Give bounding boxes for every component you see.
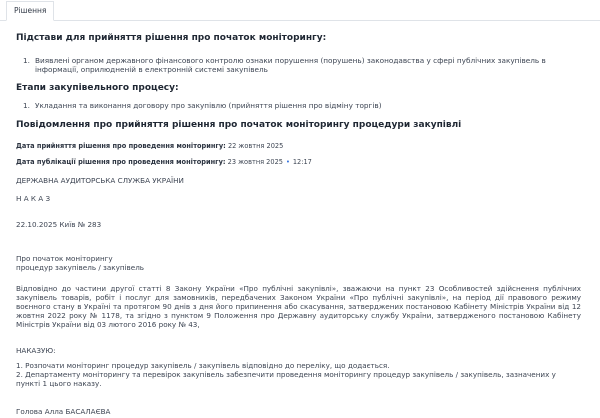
list-item-number: 1.: [23, 56, 30, 65]
document-body: Відповідно до частини другої статті 8 Закону України «Про публічні закупівлі», зважаючи на пункт 23 Особливостей здійснення публічних закупівель товарів, робіт і послуг для замовників, передбачених Законом України «Про публічні закупівлі», на період дії правового режиму воєнного стану в Україні та протягом 90 днів з дня його припинення або скасування, затверджених постановою Кабінету Міністрів України від 12 жовтня 2022 року № 1178, та згідно з пунктом 9 Положення про Державну аудиторську службу України, затвердженого постановою Кабінету Міністрів України від 03 лютого 2016 року № 43,: [16, 284, 581, 329]
tab-decisions[interactable]: Рішення: [6, 1, 54, 21]
decision-date-label: Дата прийняття рішення про проведення моніторингу:: [16, 142, 226, 150]
document-org: ДЕРЖАВНА АУДИТОРСЬКА СЛУЖБА УКРАЇНИ: [16, 176, 184, 185]
list-item-text: Укладання та виконання договору про закупівлю (прийняття рішення про відміну торгів): [35, 101, 382, 110]
publish-date-row: [16, 158, 312, 166]
document-signature: Голова Алла БАСАЛАЄВА: [16, 407, 111, 416]
publish-date-value: 23 жовтня 2025: [227, 158, 283, 166]
separator-dot-icon: •: [285, 158, 290, 166]
document-subject: Про початок моніторингу процедур закупівель / закупівель: [16, 254, 145, 272]
tab-bar: [0, 0, 600, 21]
document-points: 1. Розпочати моніторинг процедур закупівель / закупівель відповідно до переліку, що додається. 2. Департаменту моніторингу та перевірок закупівель забезпечити проведення моніторингу процедур закупівель / закупівель, зазначених у пункті 1 цього наказу.: [16, 361, 556, 388]
list-item-text: Виявлені органом державного фінансового контролю ознаки порушення (порушень) законодавства у сфері публічних закупівель в інформації, оприлюдненій в електронній системі закупівель: [35, 56, 546, 74]
publish-date-label: Дата публікації рішення про проведення моніторингу:: [16, 158, 226, 166]
section-title-notice: Повідомлення про прийняття рішення про початок моніторингу процедури закупівлі: [16, 120, 462, 130]
document-order-word: Н А К А З: [16, 194, 51, 203]
document-number-line: 22.10.2025 Київ № 283: [16, 220, 102, 229]
list-item-number: 1.: [23, 101, 30, 110]
publish-time-value: 12:17: [292, 158, 312, 166]
section-title-stages: Етапи закупівельного процесу:: [16, 83, 179, 93]
section-title-grounds: Підстави для прийняття рішення про початок моніторингу:: [16, 33, 327, 43]
document-order-intro: НАКАЗУЮ:: [16, 346, 56, 355]
decision-date-value: 22 жовтня 2025: [227, 142, 284, 150]
decision-date-row: [16, 142, 283, 150]
